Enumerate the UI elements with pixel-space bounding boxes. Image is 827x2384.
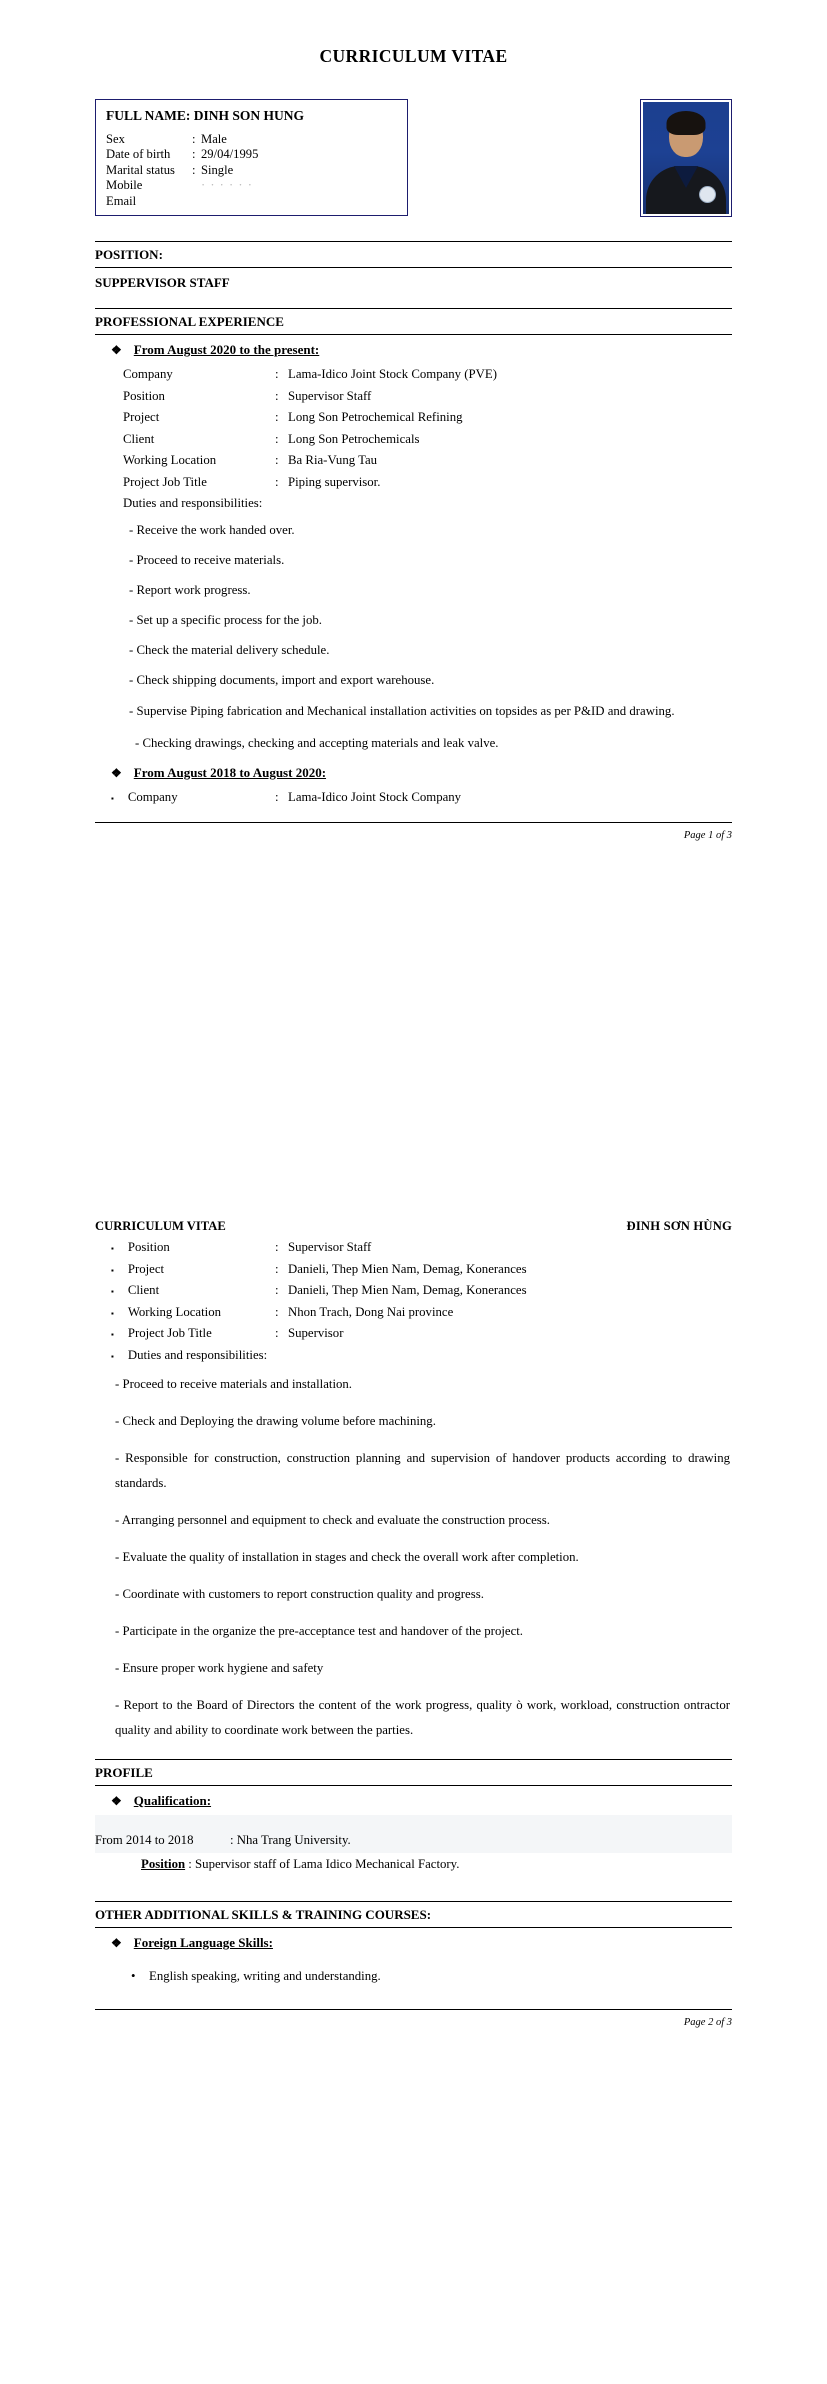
diamond-bullet-icon: ❖ — [111, 343, 122, 357]
info-row-email — [106, 194, 407, 209]
qualification-row — [95, 1815, 732, 1853]
job2-duties-label — [95, 1345, 732, 1367]
page-separator — [0, 1155, 827, 1199]
job2-value-project: Danieli, Thep Mien Nam, Demag, Konerances — [288, 1261, 527, 1276]
info-colon-date-of-birth: : — [192, 147, 196, 162]
job2-label-working-location: Working Location — [127, 1304, 221, 1319]
job2-row-position: ▪ Position : Supervisor Staff — [95, 1237, 732, 1259]
job2-duty-item: - Proceed to receive materials and installation. — [115, 1377, 353, 1391]
qualification-heading — [95, 1786, 732, 1815]
info-label-mobile: Mobile — [106, 178, 143, 193]
job1-row-project-job-title: Project Job Title : Piping supervisor. — [95, 472, 732, 494]
job1-label-position: Position — [123, 388, 165, 403]
job2-value-position: Supervisor Staff — [288, 1240, 372, 1254]
info-value-mobile-redacted: · · · · · · — [201, 178, 253, 193]
qualification-heading-text: Qualification: — [133, 1793, 212, 1808]
job1-duty-item: - Checking drawings, checking and accepting materials and leak valve. — [135, 735, 499, 750]
info-row-sex — [106, 132, 407, 147]
document-title: CURRICULUM VITAE — [319, 46, 508, 66]
job2-value-client: Danieli, Thep Mien Nam, Demag, Konerances — [288, 1283, 527, 1297]
job1-value-project: Long Son Petrochemical Refining — [288, 410, 463, 424]
job1-label-project-job-title: Project Job Title — [123, 474, 207, 489]
other-skills-heading: OTHER ADDITIONAL SKILLS & TRAINING COURSES: — [95, 1901, 732, 1928]
square-bullet-icon: ▪ — [111, 1244, 114, 1253]
qualification-position-value: : Supervisor staff of Lama Idico Mechanical Factory. — [188, 1857, 460, 1871]
info-label-marital-status: Marital status — [106, 162, 175, 177]
position-value: SUPPERVISOR STAFF — [95, 275, 230, 290]
job1-row-company: Company : Lama-Idico Joint Stock Company (PVE) — [95, 364, 732, 386]
square-bullet-icon: ▪ — [111, 1287, 114, 1296]
job1-label-client: Client — [123, 431, 155, 446]
job1-duty-item: - Check the material delivery schedule. — [129, 642, 330, 657]
info-row-date-of-birth — [106, 147, 407, 162]
info-colon-email — [192, 194, 201, 209]
square-bullet-icon: ▪ — [111, 1308, 114, 1318]
info-label-sex: Sex — [106, 132, 125, 146]
job2-label-company: Company — [127, 789, 178, 804]
position-heading: POSITION: — [95, 241, 732, 268]
job2-label-project: Project — [127, 1261, 165, 1276]
photo-badge-icon — [699, 186, 716, 203]
job1-value-client: Long Son Petrochemicals — [288, 431, 420, 446]
foreign-language-heading — [95, 1928, 732, 1957]
job2-value-company: Lama-Idico Joint Stock Company — [288, 789, 462, 804]
job1-row-working-location: Working Location : Ba Ria-Vung Tau — [95, 450, 732, 472]
job2-duties-label-text: Duties and responsibilities: — [127, 1347, 268, 1362]
job2-duty-item: - Participate in the organize the pre-acceptance test and handover of the project. — [115, 1624, 524, 1638]
job1-duty-item: - Set up a specific process for the job. — [129, 612, 322, 627]
page-2 — [0, 1199, 827, 2384]
job1-period-heading — [95, 335, 732, 364]
info-row-mobile — [106, 178, 407, 193]
running-head — [95, 1219, 732, 1237]
profile-heading: PROFILE — [95, 1759, 732, 1786]
job1-value-project-job-title: Piping supervisor. — [288, 474, 381, 489]
job1-duty-item: - Proceed to receive materials. — [129, 552, 285, 567]
job1-value-working-location: Ba Ria-Vung Tau — [288, 453, 378, 467]
job2-row-company: ▪ Company : Lama-Idico Joint Stock Company — [95, 787, 732, 809]
square-bullet-icon: ▪ — [111, 1351, 114, 1361]
page-2-footer: Page 2 of 3 — [95, 2009, 732, 2028]
job1-value-company: Lama-Idico Joint Stock Company (PVE) — [288, 367, 497, 381]
job2-label-position: Position — [127, 1240, 170, 1254]
personal-info-box — [95, 99, 408, 216]
info-row-marital-status — [106, 163, 407, 178]
qualification-school: : Nha Trang University. — [230, 1833, 351, 1847]
job1-label-company: Company — [123, 367, 173, 381]
job2-value-project-job-title: Supervisor — [288, 1326, 344, 1340]
info-colon-marital-status: : — [192, 162, 196, 177]
skill-item: • English speaking, writing and understanding. — [95, 1957, 732, 1995]
job2-row-project-job-title: ▪ Project Job Title : Supervisor — [95, 1323, 732, 1345]
page-1 — [0, 0, 827, 1155]
job2-duty-item: - Coordinate with customers to report construction quality and progress. — [115, 1587, 484, 1601]
qualification-position-label: Position — [141, 1857, 186, 1871]
running-head-right: ĐINH SƠN HÙNG — [626, 1219, 732, 1233]
info-label-email: Email — [106, 193, 137, 208]
job2-value-working-location: Nhon Trach, Dong Nai province — [288, 1304, 454, 1319]
identity-row — [95, 99, 732, 217]
diamond-bullet-icon: ❖ — [111, 1794, 122, 1808]
portrait-photo — [643, 102, 729, 214]
job1-row-position: Position : Supervisor Staff — [95, 386, 732, 408]
job2-period-text: From August 2018 to August 2020: — [133, 764, 327, 780]
job1-label-working-location: Working Location — [123, 453, 217, 467]
photo-hair — [667, 111, 706, 135]
info-value-sex: Male — [201, 132, 227, 146]
square-bullet-icon: ▪ — [111, 793, 114, 803]
job2-duty-item: - Check and Deploying the drawing volume before machining. — [115, 1414, 436, 1428]
job2-row-working-location: ▪ Working Location : Nhon Trach, Dong Nai province — [95, 1302, 732, 1324]
job2-duty-item: - Responsible for construction, construction planning and supervision of handover products according to drawing standards. — [115, 1451, 730, 1490]
professional-experience-heading: PROFESSIONAL EXPERIENCE — [95, 308, 732, 335]
job2-label-client: Client — [127, 1283, 160, 1297]
job2-period-heading — [95, 758, 732, 787]
job2-label-project-job-title: Project Job Title — [127, 1326, 212, 1340]
portrait-photo-frame — [640, 99, 732, 217]
diamond-bullet-icon: ❖ — [111, 1936, 122, 1950]
running-head-left: CURRICULUM VITAE — [95, 1219, 226, 1233]
qualification-block — [95, 1815, 732, 1853]
job1-duty-item: - Supervise Piping fabrication and Mechanical installation activities on topsides as per P&ID and drawing. — [129, 703, 675, 718]
job1-duty-item: - Receive the work handed over. — [129, 522, 295, 537]
job1-duties-label: Duties and responsibilities: — [123, 496, 263, 510]
job2-duty-item: - Ensure proper work hygiene and safety — [115, 1661, 324, 1675]
job2-row-project: ▪ Project : Danieli, Thep Mien Nam, Demag, Konerances — [95, 1259, 732, 1281]
full-name: FULL NAME: DINH SON HUNG — [106, 108, 305, 123]
info-colon-sex: : — [192, 132, 196, 146]
job1-period-text: From August 2020 to the present: — [133, 342, 320, 357]
qualification-period: From 2014 to 2018 — [95, 1833, 194, 1847]
job2-duty-item: - Report to the Board of Directors the content of the work progress, quality ò work, workload, construction ontractor quality and ability to coordinate work between the parties. — [115, 1698, 730, 1737]
info-value-email-redacted — [201, 194, 407, 209]
job2-row-client: ▪ Client : Danieli, Thep Mien Nam, Demag, Konerances — [95, 1280, 732, 1302]
info-value-date-of-birth: 29/04/1995 — [201, 147, 259, 162]
job1-duty-item: - Check shipping documents, import and export warehouse. — [129, 672, 435, 687]
info-value-marital-status: Single — [201, 162, 234, 177]
square-bullet-icon: ▪ — [111, 1265, 114, 1275]
page-1-footer: Page 1 of 3 — [95, 822, 732, 841]
qualification-position-row — [95, 1853, 732, 1885]
diamond-bullet-icon: ❖ — [111, 765, 122, 780]
job1-label-project: Project — [123, 410, 160, 424]
info-colon-mobile — [192, 178, 201, 193]
job1-row-client: Client : Long Son Petrochemicals — [95, 429, 732, 451]
square-bullet-icon: ▪ — [111, 1330, 114, 1339]
foreign-language-heading-text: Foreign Language Skills: — [133, 1935, 273, 1950]
job1-row-project: Project : Long Son Petrochemical Refining — [95, 407, 732, 429]
job2-duty-item: - Evaluate the quality of installation in stages and check the overall work after completion. — [115, 1550, 579, 1564]
job1-value-position: Supervisor Staff — [288, 388, 372, 403]
job2-duty-item: - Arranging personnel and equipment to check and evaluate the construction process. — [115, 1513, 550, 1527]
job1-duty-item: - Report work progress. — [129, 582, 251, 597]
info-label-date-of-birth: Date of birth — [106, 147, 171, 162]
